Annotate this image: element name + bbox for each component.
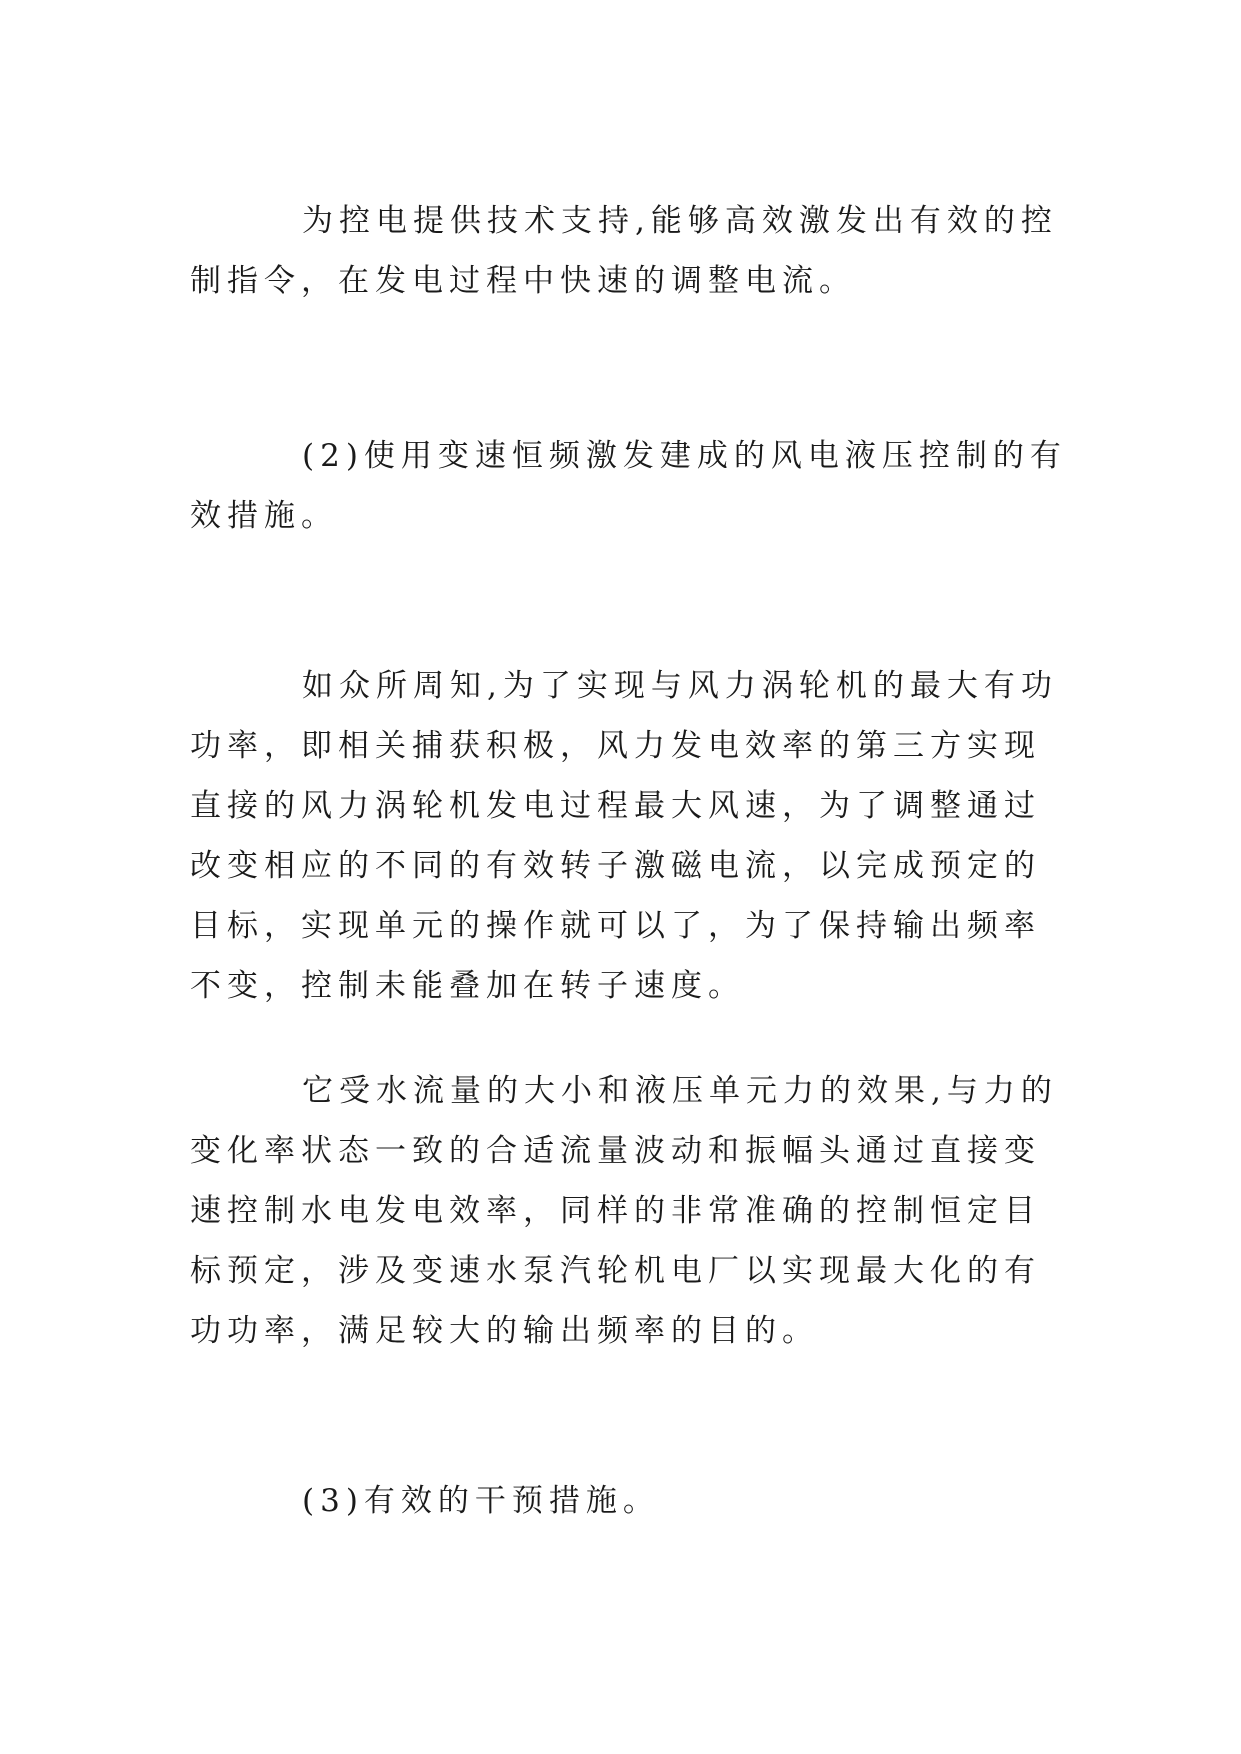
paragraph-section-3-heading: (3)有效的干预措施。 — [302, 1483, 660, 1519]
paragraph-wind-turbine: 如众所周知,为了实现与风力涡轮机的最大有功功率，即相关捕获积极，风力发电效率的第三方实现直接的风力涡轮机发电过程最大风速，为了调整通过改变相应的不同的有效转子激磁电流，以完成预定的目标，实现单元的操作就可以了，为了保持输出频率不变，控制未能叠加在转子速度。 — [190, 668, 1058, 1004]
paragraph-section-2-heading: (2)使用变速恒频激发建成的风电液压控制的有效措施。 — [190, 438, 1067, 534]
paragraph-hydraulic-unit: 它受水流量的大小和液压单元力的效果,与力的变化率状态一致的合适流量波动和振幅头通过直接变速控制水电发电效率，同样的非常准确的控制恒定目标预定，涉及变速水泵汽轮机电厂以实现最大化的有功功率，满足较大的输出频率的目的。 — [190, 1073, 1058, 1349]
paragraph-control-support: 为控电提供技术支持,能够高效激发出有效的控制指令，在发电过程中快速的调整电流。 — [190, 203, 1058, 299]
